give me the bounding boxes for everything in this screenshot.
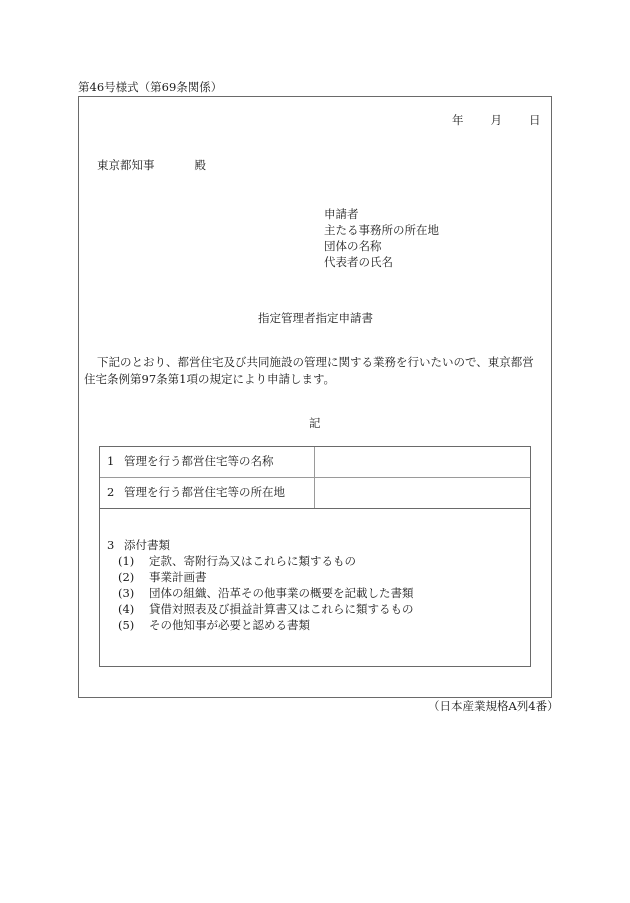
date-line bbox=[452, 115, 541, 127]
table-row bbox=[100, 447, 530, 478]
form-number: 第46号様式（第69条関係） bbox=[78, 80, 223, 94]
body-text: 下記のとおり、都営住宅及び共同施設の管理に関する業務を行いたいので、東京都営住宅条例第97条第1項の規定により申請します。 bbox=[84, 355, 534, 386]
item-index: (4) bbox=[118, 602, 135, 616]
item-index: (1) bbox=[118, 554, 135, 568]
attachments-section bbox=[107, 537, 414, 633]
addressee-name: 東京都知事 bbox=[97, 158, 155, 172]
section-number: 3 bbox=[107, 538, 115, 552]
applicant-block bbox=[324, 206, 439, 270]
document-title: 指定管理者指定申請書 bbox=[258, 311, 373, 325]
item-text: 事業計画書 bbox=[149, 570, 207, 584]
list-item bbox=[107, 617, 414, 633]
row-label: 管理を行う都営住宅等の所在地 bbox=[124, 485, 285, 500]
item-text: 貸借対照表及び損益計算書又はこれらに類するもの bbox=[149, 602, 414, 616]
applicant-field-address: 主たる事務所の所在地 bbox=[324, 223, 439, 237]
addressee bbox=[97, 160, 206, 172]
year-label: 年 bbox=[452, 113, 464, 127]
table-label-cell bbox=[100, 447, 315, 477]
month-label: 月 bbox=[490, 113, 502, 127]
paper-size-note: （日本産業規格A列4番） bbox=[428, 699, 559, 713]
list-item bbox=[107, 553, 414, 569]
item-text: その他知事が必要と認める書類 bbox=[149, 618, 310, 632]
item-index: (5) bbox=[118, 618, 135, 632]
day-label: 日 bbox=[529, 113, 541, 127]
table-row bbox=[100, 478, 530, 509]
ki-label: 記 bbox=[309, 416, 321, 430]
row-number: 1 bbox=[107, 454, 115, 469]
applicant-field-representative: 代表者の氏名 bbox=[324, 255, 393, 269]
item-index: (2) bbox=[118, 570, 135, 584]
attachments-heading bbox=[107, 537, 414, 553]
row-label: 管理を行う都営住宅等の名称 bbox=[124, 454, 274, 469]
item-index: (3) bbox=[118, 586, 135, 600]
table-label-cell bbox=[100, 478, 315, 508]
row-number: 2 bbox=[107, 485, 115, 500]
attachments-title: 添付書類 bbox=[124, 538, 170, 552]
facility-name-field[interactable] bbox=[315, 447, 530, 477]
item-text: 定款、寄附行為又はこれらに類するもの bbox=[149, 554, 356, 568]
item-text: 団体の組織、沿革その他事業の概要を記載した書類 bbox=[149, 586, 414, 600]
addressee-honorific: 殿 bbox=[194, 158, 206, 172]
list-item bbox=[107, 601, 414, 617]
details-table bbox=[99, 446, 531, 667]
facility-location-field[interactable] bbox=[315, 478, 530, 508]
list-item bbox=[107, 585, 414, 601]
applicant-heading: 申請者 bbox=[324, 207, 359, 221]
applicant-field-org-name: 団体の名称 bbox=[324, 239, 382, 253]
list-item bbox=[107, 569, 414, 585]
